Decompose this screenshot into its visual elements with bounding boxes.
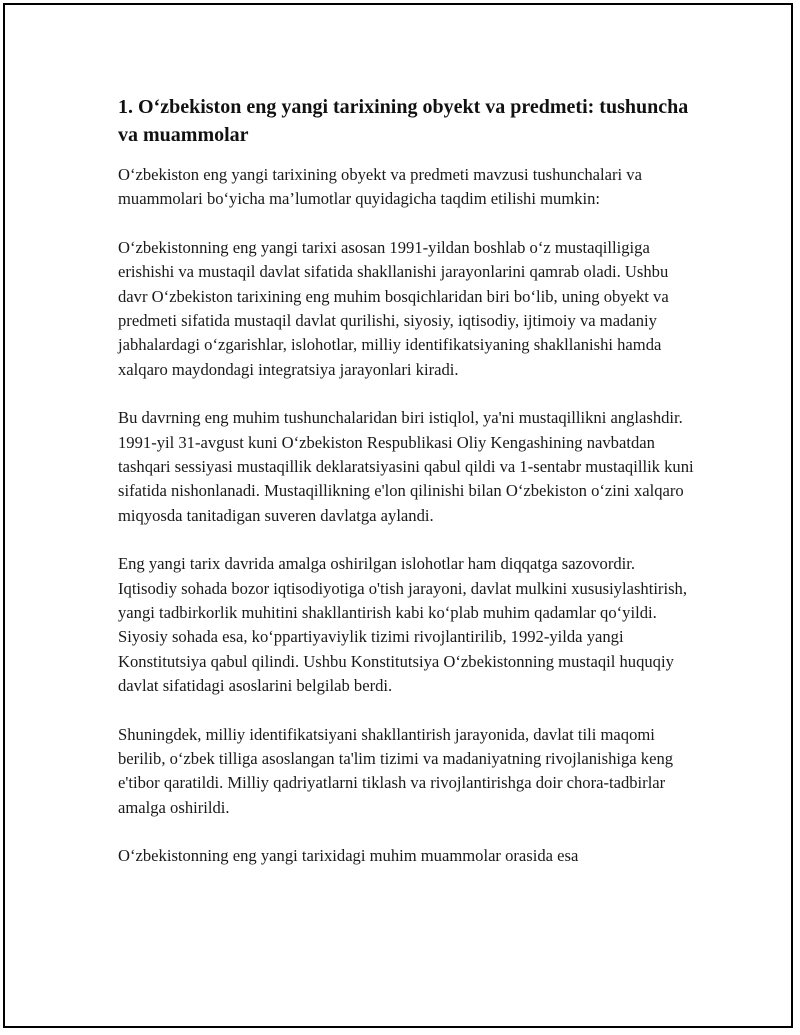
paragraph-overview: O‘zbekistonning eng yangi tarixi asosan 1991-yildan boshlab o‘z mustaqilligiga erishishi va mustaqil davlat sifatida shakllanishi jarayonlarini qamrab oladi. Ushbu davr O‘zbekiston tarixining eng muhim bosqichlaridan biri bo‘lib, uning obyekt va predmeti sifatida mustaqil davlat qurilishi, siyosiy, iqtisodiy, ijtimoiy va madaniy jabhalardagi o‘zgarishlar, islohotlar, milliy identifikatsiyaning shakllanishi hamda xalqaro maydondagi integratsiya jarayonlari kiradi. — [118, 238, 669, 379]
section-heading: 1. O‘zbekiston eng yangi tarixining obyekt va predmeti: tushuncha va muammolar — [118, 96, 689, 146]
paragraph-reforms: Eng yangi tarix davrida amalga oshirilgan islohotlar ham diqqatga sazovordir. Iqtisodiy sohada bozor iqtisodiyotiga o'tish jarayoni, davlat mulkini xususiylashtirish, yangi tadbirkorlik muhitini shakllantirish kabi ko‘plab muhim qadamlar qo‘yildi. Siyosiy sohada esa, ko‘ppartiyaviylik tizimi rivojlantirilib, 1992-yilda yangi Konstitutsiya qabul qilindi. Ushbu Konstitutsiya O‘zbekistonning mustaqil huquqiy davlat sifatidagi asoslarini belgilab berdi. — [118, 554, 687, 695]
paragraph-identity: Shuningdek, milliy identifikatsiyani shakllantirish jarayonida, davlat tili maqomi berilib, o‘zbek tilliga asoslangan ta'lim tizimi va madaniyatning rivojlanishiga keng e'tibor qaratildi. Milliy qadriyatlarni tiklash va rivojlantirishga doir chora-tadbirlar amalga oshirildi. — [118, 724, 674, 817]
paragraph-problems: O‘zbekistonning eng yangi tarixidagi muhim muammolar orasida esa — [118, 846, 579, 866]
paragraph-independence: Bu davrning eng muhim tushunchalaridan biri istiqlol, ya'ni mustaqillikni anglashdir. 1991-yil 31-avgust kuni O‘zbekiston Respublikasi Oliy Kengashining navbatdan tashqari sessiyasi mustaqillik deklaratsiyasini qabul qildi va 1-sentabr mustaqillik kuni sifatida nishonlanadi. Mustaqillikning e'lon qilinishi bilan O‘zbekiston o‘zini xalqaro miqyosda tanitadigan suveren davlatga aylandi. — [118, 408, 694, 525]
document-body — [118, 93, 698, 869]
paragraph-intro: O‘zbekiston eng yangi tarixining obyekt va predmeti mavzusi tushunchalari va muammolari bo‘yicha ma’lumotlar quyidagicha taqdim etilishi mumkin: — [118, 165, 642, 209]
